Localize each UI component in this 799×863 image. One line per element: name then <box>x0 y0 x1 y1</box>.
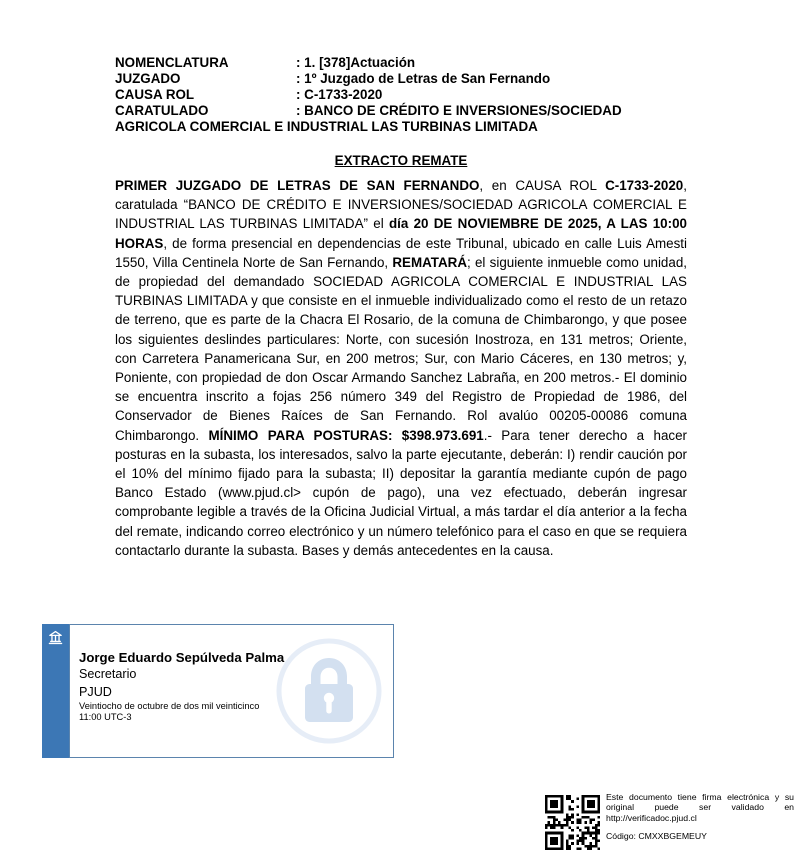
doc-header <box>115 55 687 135</box>
header-row-caratulado <box>115 103 687 119</box>
verification-sentence: Este documento tiene firma electrónica y su original puede ser validado en <box>606 792 794 813</box>
signature-text <box>79 649 309 723</box>
qr-code-image <box>545 795 600 850</box>
header-row-causa-rol <box>115 87 687 103</box>
header-caratulado-wrap-line: AGRICOLA COMERCIAL E INDUSTRIAL LAS TURBINAS LIMITADA <box>115 119 538 134</box>
header-value: : 1º Juzgado de Letras de San Fernando <box>296 71 551 86</box>
signer-name: Jorge Eduardo Sepúlveda Palma <box>79 650 285 665</box>
body-run-rol: C-1733-2020 <box>605 178 684 193</box>
header-label: JUZGADO <box>115 71 181 86</box>
verification-code-value: CMXXBGEMEUY <box>638 830 707 841</box>
body-run-date: día 20 DE NOVIEMBRE DE 2025, A LAS 10:00 HORAS <box>115 216 687 251</box>
body-run-court: PRIMER JUZGADO DE LETRAS DE SAN FERNANDO <box>115 178 480 193</box>
header-row-juzgado <box>115 71 687 87</box>
signer-role: Secretario <box>79 667 137 681</box>
verification-code-label: Código: <box>606 830 636 841</box>
body-run: ; el siguiente inmueble como unidad, de propiedad del demandado SOCIEDAD AGRICOLA COMERCIAL E INDUSTRIAL LAS TURBINAS LIMITADA y que consiste en el inmueble individualizado como el resto de un retazo de terreno, que es parte de la Chacra El Rosario, de la comuna de Chimbarongo, y que posee los siguientes deslindes particulares: Norte, con sucesión Inostroza, en 131 metros; Oriente, con Carretera Panamericana Sur, en 200 metros; Sur, con Mario Cáceres, en 130 metros; y, Poniente, con propiedad de don Oscar Armando Sanchez Labraña, en 200 metros.- El dominio se encuentra inscrito a fojas 256 número 349 del Registro de Propiedad de 1986, del Conservador de Bienes Raíces de San Fernando. Rol avalúo 00205-00086 comuna Chimbarongo. <box>115 254 687 443</box>
header-label: NOMENCLATURA <box>115 55 229 70</box>
signature-accent-bar <box>42 624 69 758</box>
signature-block <box>42 624 394 758</box>
header-value: : BANCO DE CRÉDITO E INVERSIONES/SOCIEDAD <box>296 103 622 118</box>
signature-time: 11:00 UTC-3 <box>79 711 132 722</box>
body-run: , en CAUSA ROL <box>479 178 606 193</box>
body-run-minimo-posturas: MÍNIMO PARA POSTURAS: $398.973.691 <box>208 427 484 443</box>
header-label: CARATULADO <box>115 103 209 118</box>
header-row-nomenclatura <box>115 55 687 71</box>
page-title: EXTRACTO REMATE <box>334 153 468 168</box>
verification-code <box>606 831 795 841</box>
body-run: .- Para tener derecho a hacer posturas en la subasta, los interesados, salvo la parte ejecutante, deberán: I) rendir caución por el 10% del mínimo fijado para la subasta; II) depositar la garantía mediante cupón de pago Banco Estado (www.pjud.cl> cupón de pago), una vez efectuado, deberán ingresar comprobante legible a través de la Oficina Judicial Virtual, a más tardar el día anterior a la fecha del remate, indicando correo electrónico y un número telefónico para el caso en que se requiera contactarlo durante la subasta. Bases y demás antecedentes en la causa. <box>115 427 687 558</box>
body-run: , caratulada “BANCO DE CRÉDITO E INVERSIONES/SOCIEDAD AGRICOLA COMERCIAL E INDUSTRIAL LAS TURBINAS LIMITADA” el <box>115 178 687 232</box>
signature-date: Veintiocho de octubre de dos mil veinticinco <box>79 701 260 711</box>
verification-url: http://verificadoc.pjud.cl <box>606 812 697 823</box>
verification-text <box>606 792 794 823</box>
verification-section <box>545 792 795 841</box>
body-paragraph <box>115 176 687 560</box>
body-run: , de forma presencial en dependencias de este Tribunal, ubicado en calle Luis Amesti 1550, Villa Centinela Norte de San Fernando, <box>115 235 687 270</box>
header-label: CAUSA ROL <box>115 87 195 102</box>
signer-organization: PJUD <box>79 684 112 699</box>
signature-card <box>69 624 394 758</box>
header-value: : C-1733-2020 <box>296 87 383 102</box>
header-value: : 1. [378]Actuación <box>296 55 416 70</box>
body-run-rematara: REMATARÁ <box>392 254 468 270</box>
